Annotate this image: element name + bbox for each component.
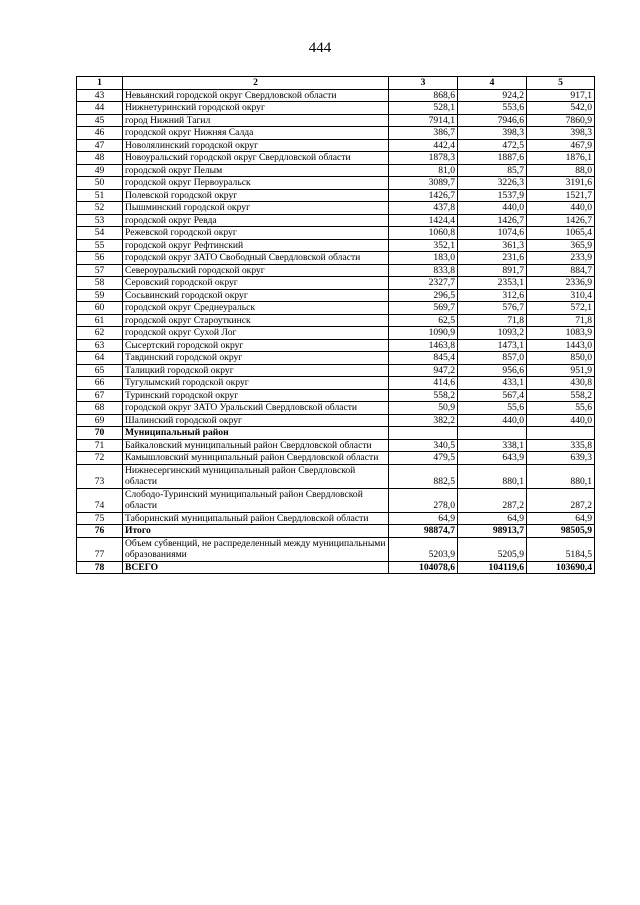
table-row	[77, 427, 595, 440]
row-number: 54	[77, 227, 123, 240]
row-value-3: 352,1	[389, 239, 458, 252]
row-value-5: 5184,5	[527, 537, 595, 561]
row-name: Таборинский муниципальный район Свердловской области	[123, 512, 389, 525]
row-number: 46	[77, 127, 123, 140]
row-value-3: 1424,4	[389, 214, 458, 227]
row-value-4: 880,1	[458, 464, 527, 488]
row-value-3: 62,5	[389, 314, 458, 327]
row-name: Туринский городской округ	[123, 389, 389, 402]
row-number: 55	[77, 239, 123, 252]
row-number: 44	[77, 102, 123, 115]
table-row	[77, 214, 595, 227]
row-value-4: 567,4	[458, 389, 527, 402]
table-row	[77, 177, 595, 190]
row-value-5: 7860,9	[527, 114, 595, 127]
row-name: город Нижний Тагил	[123, 114, 389, 127]
row-value-3: 64,9	[389, 512, 458, 525]
row-value-5: 2336,9	[527, 277, 595, 290]
header-col-2: 2	[123, 77, 389, 90]
table-row	[77, 202, 595, 215]
row-name: Сысертский городской округ	[123, 339, 389, 352]
row-value-3: 833,8	[389, 264, 458, 277]
row-value-3: 437,8	[389, 202, 458, 215]
row-value-4: 7946,6	[458, 114, 527, 127]
row-value-5: 440,0	[527, 202, 595, 215]
row-value-5: 398,3	[527, 127, 595, 140]
row-value-4: 5205,9	[458, 537, 527, 561]
row-value-4: 312,6	[458, 289, 527, 302]
table-row	[77, 452, 595, 465]
row-name: Нижнетуринский городской округ	[123, 102, 389, 115]
row-value-4: 956,6	[458, 364, 527, 377]
row-value-5: 64,9	[527, 512, 595, 525]
table-row	[77, 252, 595, 265]
row-value-3: 382,2	[389, 414, 458, 427]
row-number: 53	[77, 214, 123, 227]
row-value-3: 81,0	[389, 164, 458, 177]
table-row	[77, 114, 595, 127]
row-value-5: 1083,9	[527, 327, 595, 340]
row-number: 73	[77, 464, 123, 488]
page-number: 444	[308, 40, 332, 56]
row-number: 45	[77, 114, 123, 127]
row-number: 47	[77, 139, 123, 152]
table-row	[77, 512, 595, 525]
row-name: Шалинский городской округ	[123, 414, 389, 427]
row-value-3: 104078,6	[389, 561, 458, 574]
row-value-3: 7914,1	[389, 114, 458, 127]
table-row	[77, 127, 595, 140]
row-value-5: 639,3	[527, 452, 595, 465]
row-value-5: 98505,9	[527, 525, 595, 538]
row-value-5: 287,2	[527, 488, 595, 512]
row-value-5: 1065,4	[527, 227, 595, 240]
row-value-3: 414,6	[389, 377, 458, 390]
row-value-4: 287,2	[458, 488, 527, 512]
row-value-5: 558,2	[527, 389, 595, 402]
row-name: городской округ Нижняя Салда	[123, 127, 389, 140]
row-value-3: 2327,7	[389, 277, 458, 290]
row-value-4: 55,6	[458, 402, 527, 415]
subsidy-table	[76, 76, 595, 574]
row-name: Итого	[123, 525, 389, 538]
row-name: Невьянский городской округ Свердловской области	[123, 89, 389, 102]
table-row	[77, 302, 595, 315]
row-name: Талицкий городской округ	[123, 364, 389, 377]
row-value-3: 528,1	[389, 102, 458, 115]
row-value-5: 917,1	[527, 89, 595, 102]
row-value-5: 430,8	[527, 377, 595, 390]
table-header-row	[77, 77, 595, 90]
row-name: Камышловский муниципальный район Свердловской области	[123, 452, 389, 465]
header-col-1: 1	[77, 77, 123, 90]
row-value-4: 361,3	[458, 239, 527, 252]
row-value-5	[527, 427, 595, 440]
row-number: 51	[77, 189, 123, 202]
row-value-4: 1887,6	[458, 152, 527, 165]
row-value-5: 572,1	[527, 302, 595, 315]
row-value-5: 951,9	[527, 364, 595, 377]
row-value-3: 1060,8	[389, 227, 458, 240]
row-number: 64	[77, 352, 123, 365]
row-name: Полевской городской округ	[123, 189, 389, 202]
table-row	[77, 537, 595, 561]
row-value-4: 2353,1	[458, 277, 527, 290]
table-row	[77, 277, 595, 290]
row-value-5: 3191,6	[527, 177, 595, 190]
row-value-5: 467,9	[527, 139, 595, 152]
row-number: 43	[77, 89, 123, 102]
row-value-3: 1463,8	[389, 339, 458, 352]
row-value-5: 542,0	[527, 102, 595, 115]
row-value-5: 440,0	[527, 414, 595, 427]
row-value-4: 98913,7	[458, 525, 527, 538]
table-row	[77, 239, 595, 252]
row-value-5: 884,7	[527, 264, 595, 277]
row-name: городской округ Ревда	[123, 214, 389, 227]
row-value-3: 386,7	[389, 127, 458, 140]
table-row	[77, 402, 595, 415]
table-row	[77, 314, 595, 327]
row-name: городской округ Рефтинский	[123, 239, 389, 252]
header-col-4: 4	[458, 77, 527, 90]
row-number: 74	[77, 488, 123, 512]
table-row	[77, 139, 595, 152]
row-name: городской округ Пелым	[123, 164, 389, 177]
table-row	[77, 364, 595, 377]
row-number: 50	[77, 177, 123, 190]
row-value-5: 335,8	[527, 439, 595, 452]
row-number: 63	[77, 339, 123, 352]
table-row	[77, 189, 595, 202]
row-value-3: 845,4	[389, 352, 458, 365]
row-number: 69	[77, 414, 123, 427]
row-value-3: 947,2	[389, 364, 458, 377]
row-number: 75	[77, 512, 123, 525]
row-value-4: 231,6	[458, 252, 527, 265]
row-value-4: 1473,1	[458, 339, 527, 352]
row-name: Североуральский городской округ	[123, 264, 389, 277]
row-value-4: 857,0	[458, 352, 527, 365]
header-col-3: 3	[389, 77, 458, 90]
row-number: 67	[77, 389, 123, 402]
row-value-3: 569,7	[389, 302, 458, 315]
row-number: 48	[77, 152, 123, 165]
row-number: 76	[77, 525, 123, 538]
row-value-5: 1426,7	[527, 214, 595, 227]
row-value-3: 868,6	[389, 89, 458, 102]
row-value-4: 643,9	[458, 452, 527, 465]
row-value-3: 98874,7	[389, 525, 458, 538]
row-value-3: 278,0	[389, 488, 458, 512]
row-name: Новолялинский городской округ	[123, 139, 389, 152]
row-value-4: 472,5	[458, 139, 527, 152]
row-value-4: 1074,6	[458, 227, 527, 240]
row-value-3: 1090,9	[389, 327, 458, 340]
row-number: 65	[77, 364, 123, 377]
row-name: городской округ ЗАТО Свободный Свердловской области	[123, 252, 389, 265]
row-value-4: 1093,2	[458, 327, 527, 340]
row-number: 71	[77, 439, 123, 452]
row-value-4: 1426,7	[458, 214, 527, 227]
row-number: 57	[77, 264, 123, 277]
row-name: Тавдинский городской округ	[123, 352, 389, 365]
row-name: городской округ Среднеуральск	[123, 302, 389, 315]
row-value-4	[458, 427, 527, 440]
row-number: 68	[77, 402, 123, 415]
row-number: 77	[77, 537, 123, 561]
row-value-3	[389, 427, 458, 440]
table-row	[77, 289, 595, 302]
row-value-5: 365,9	[527, 239, 595, 252]
row-value-3: 479,5	[389, 452, 458, 465]
row-number: 49	[77, 164, 123, 177]
table-row	[77, 327, 595, 340]
table-row	[77, 389, 595, 402]
row-name: Серовский городской округ	[123, 277, 389, 290]
row-name: городской округ Первоуральск	[123, 177, 389, 190]
table-row	[77, 488, 595, 512]
table-row	[77, 352, 595, 365]
row-value-3: 558,2	[389, 389, 458, 402]
table-row	[77, 152, 595, 165]
table-row	[77, 227, 595, 240]
row-name: Тугулымский городской округ	[123, 377, 389, 390]
row-value-4: 440,0	[458, 202, 527, 215]
row-value-3: 1878,3	[389, 152, 458, 165]
row-value-5: 1876,1	[527, 152, 595, 165]
row-value-3: 50,9	[389, 402, 458, 415]
row-value-4: 338,1	[458, 439, 527, 452]
row-name: городской округ Староуткинск	[123, 314, 389, 327]
row-number: 60	[77, 302, 123, 315]
row-value-5: 103690,4	[527, 561, 595, 574]
row-number: 56	[77, 252, 123, 265]
row-number: 58	[77, 277, 123, 290]
row-value-4: 398,3	[458, 127, 527, 140]
row-name: Сосьвинский городской округ	[123, 289, 389, 302]
header-col-5: 5	[527, 77, 595, 90]
row-value-3: 183,0	[389, 252, 458, 265]
row-name: Байкаловский муниципальный район Свердловской области	[123, 439, 389, 452]
table-row	[77, 164, 595, 177]
row-value-5: 1443,0	[527, 339, 595, 352]
row-name: городской округ Сухой Лог	[123, 327, 389, 340]
row-value-4: 64,9	[458, 512, 527, 525]
row-value-4: 891,7	[458, 264, 527, 277]
row-value-5: 55,6	[527, 402, 595, 415]
row-value-5: 71,8	[527, 314, 595, 327]
row-value-4: 1537,9	[458, 189, 527, 202]
row-value-5: 233,9	[527, 252, 595, 265]
row-number: 59	[77, 289, 123, 302]
row-number: 61	[77, 314, 123, 327]
table-row	[77, 561, 595, 574]
row-value-3: 340,5	[389, 439, 458, 452]
row-name: городской округ ЗАТО Уральский Свердловской области	[123, 402, 389, 415]
table-row	[77, 264, 595, 277]
row-value-5: 880,1	[527, 464, 595, 488]
row-value-4: 71,8	[458, 314, 527, 327]
row-name: ВСЕГО	[123, 561, 389, 574]
row-number: 70	[77, 427, 123, 440]
row-value-4: 104119,6	[458, 561, 527, 574]
row-value-3: 3089,7	[389, 177, 458, 190]
row-value-4: 433,1	[458, 377, 527, 390]
row-value-3: 5203,9	[389, 537, 458, 561]
row-value-4: 576,7	[458, 302, 527, 315]
table-row	[77, 89, 595, 102]
row-number: 72	[77, 452, 123, 465]
row-value-4: 924,2	[458, 89, 527, 102]
row-name: Муниципальный район	[123, 427, 389, 440]
row-value-3: 1426,7	[389, 189, 458, 202]
row-value-3: 296,5	[389, 289, 458, 302]
table-row	[77, 102, 595, 115]
row-number: 62	[77, 327, 123, 340]
row-value-4: 553,6	[458, 102, 527, 115]
row-value-5: 1521,7	[527, 189, 595, 202]
row-value-5: 310,4	[527, 289, 595, 302]
row-value-4: 440,0	[458, 414, 527, 427]
row-name: Режевской городской округ	[123, 227, 389, 240]
row-value-4: 85,7	[458, 164, 527, 177]
row-name: Слободо-Туринский муниципальный район Свердловской области	[123, 488, 389, 512]
row-value-4: 3226,3	[458, 177, 527, 190]
row-name: Новоуральский городской округ Свердловской области	[123, 152, 389, 165]
row-value-3: 882,5	[389, 464, 458, 488]
row-value-3: 442,4	[389, 139, 458, 152]
table-row	[77, 525, 595, 538]
row-value-5: 850,0	[527, 352, 595, 365]
row-number: 78	[77, 561, 123, 574]
row-name: Нижнесергинский муниципальный район Свердловской области	[123, 464, 389, 488]
table-row	[77, 439, 595, 452]
row-value-5: 88,0	[527, 164, 595, 177]
table-row	[77, 377, 595, 390]
table-row	[77, 414, 595, 427]
row-name: Пышминский городской округ	[123, 202, 389, 215]
table-row	[77, 464, 595, 488]
table-row	[77, 339, 595, 352]
row-name: Объем субвенций, не распределенный между муниципальными образованиями	[123, 537, 389, 561]
row-number: 66	[77, 377, 123, 390]
row-number: 52	[77, 202, 123, 215]
